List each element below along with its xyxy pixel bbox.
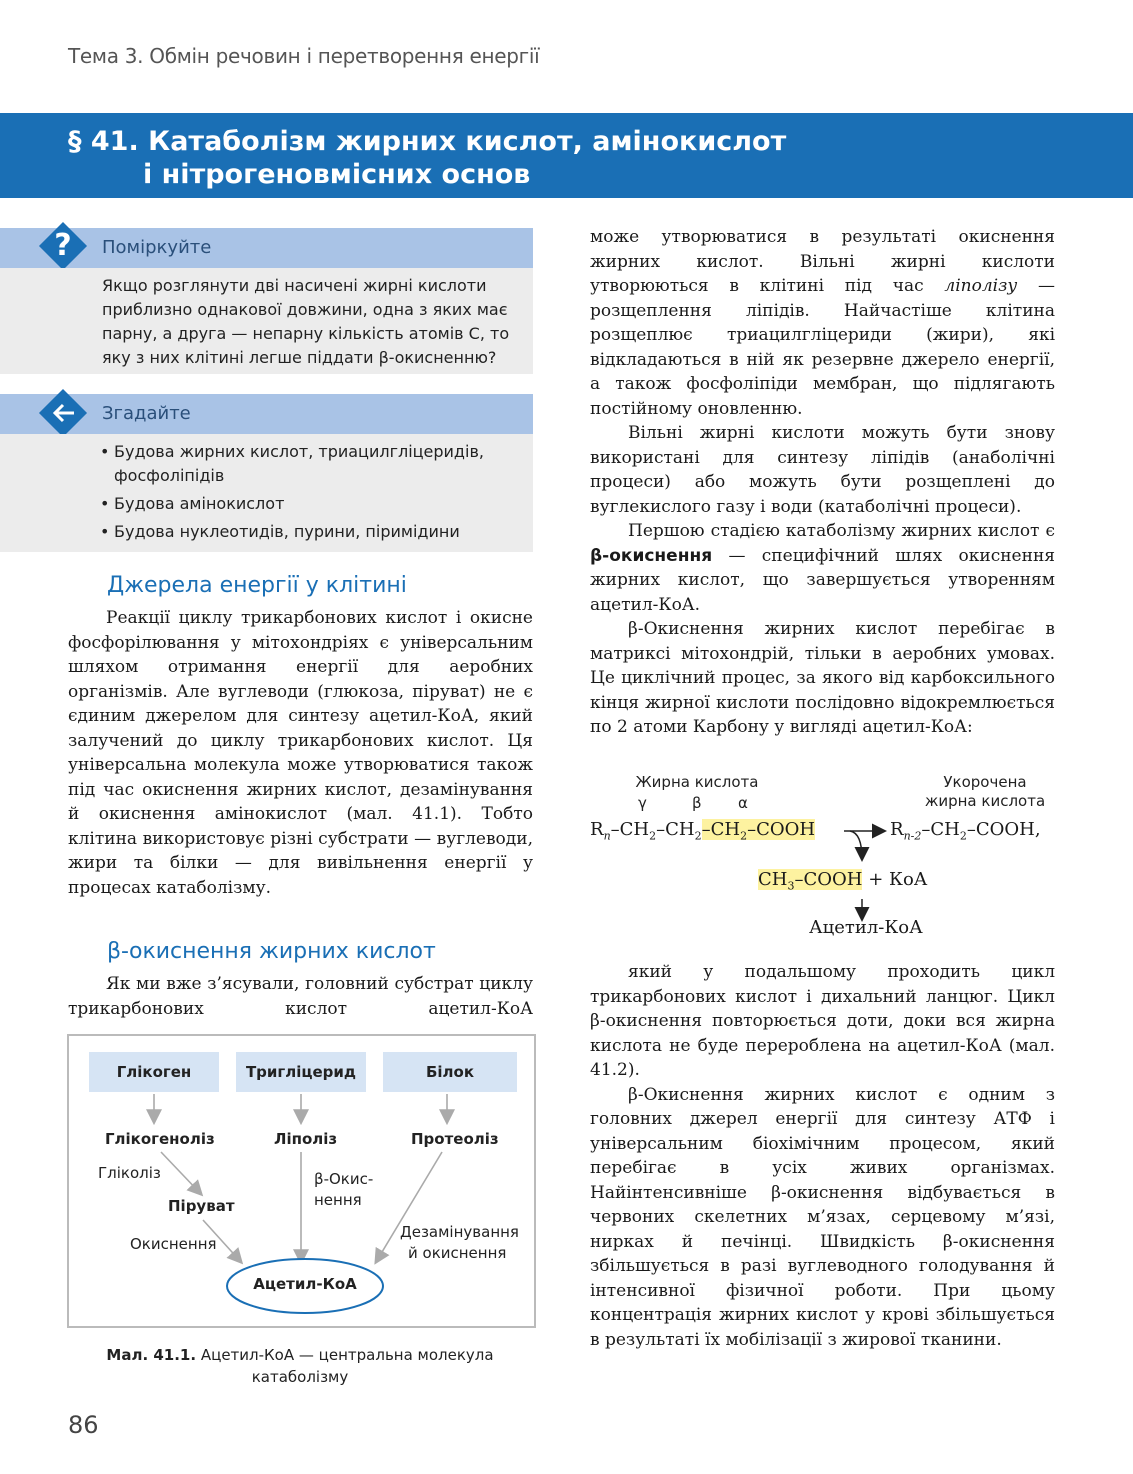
page-title-line1: § 41. Катаболізм жирних кислот, амінокислот xyxy=(68,126,787,157)
paragraph-energy-source: β-Окиснення жирних кислот є одним з головних джерел енергії для синтезу АТФ і універсальним біохімічним процесом, який перебігає в усіх живих організмах. Найінтенсивніше β-окиснення відбувається в червоних скелетних м’язах, серцевому м’язі, нирках й печінці. Швидкість β-окиснення збільшується в разі вуглеводного голодування й інтенсивної фізичної роботи. При цьому концентрація жирних кислот у крові збільшується в результаті їх мобілізації з жирової тканини. xyxy=(590,1084,1055,1350)
page-number: 86 xyxy=(68,1411,99,1439)
label-deamination-1: Дезамінування xyxy=(400,1223,519,1241)
label-beta-oxidation-1: β-Окис- xyxy=(314,1170,374,1188)
source-triglyceride: Тригліцерид xyxy=(236,1052,366,1092)
caption-text: Ацетил-КоА — центральна молекула катаболізму xyxy=(196,1346,494,1386)
highlight-acetyl: $CH_3$–COOH xyxy=(758,869,863,893)
process-lipolysis: Ліполіз xyxy=(274,1130,338,1148)
section-heading-energy-sources: Джерела енергії у клітині xyxy=(107,573,407,598)
scheme-gamma: γ xyxy=(638,794,647,812)
source-glycogen: Глікоген xyxy=(89,1052,219,1092)
list-item: • Будова амінокислот xyxy=(100,492,520,516)
formula-shortened-acid: $R_{n-2}-CH_2$–COOH, xyxy=(890,819,1041,843)
paragraph-text: Як ми вже з’ясували, головний субстрат циклу трикарбонових кислот ацетил-КоА xyxy=(68,974,533,1019)
list-item: • Будова жирних кислот, триацилгліцеридів, фосфоліпідів xyxy=(100,440,520,488)
process-proteolysis: Протеоліз xyxy=(411,1130,499,1148)
scheme-shortened-label-2: жирна кислота xyxy=(924,792,1046,810)
formula-fatty-acid: $R_n-CH_2-CH_2-CH_2$–COOH xyxy=(590,819,816,843)
label-oxidation: Окиснення xyxy=(130,1235,217,1253)
scheme-beta: β xyxy=(692,794,702,812)
paragraph-first-stage: Першою стадією катаболізму жирних кислот є β-окиснення — специфічний шлях окиснення жирних кислот, що завершується утворенням ацетил-КоА. xyxy=(590,521,1055,615)
topic-header: Тема 3. Обмін речовин і перетворення енергії xyxy=(68,44,540,68)
recall-list xyxy=(100,440,520,548)
formula-acetyl: $CH_3$–COOH + КоА xyxy=(758,869,928,893)
page-title-line2: і нітрогеновмісних основ xyxy=(143,159,531,190)
recall-box-heading: Згадайте xyxy=(102,403,191,424)
caption-label: Мал. 41.1. xyxy=(106,1346,197,1364)
formula-acetyl-coa: Ацетил-КоА xyxy=(809,917,923,938)
right-column-text-top xyxy=(590,225,1055,740)
question-mark-glyph: ? xyxy=(54,228,72,263)
think-box-text: Якщо розглянути дві насичені жирні кислоти приблизно однакової довжини, одна з яких має парну, а друга — непарну кількість атомів С, то яку з них клітині легше піддати β-окисненню? xyxy=(102,276,510,367)
figure-caption xyxy=(90,1344,510,1388)
paragraph-free-fatty-acids: Вільні жирні кислоти можуть бути знову використані для синтезу ліпідів (анаболічні процеси) або можуть бути розщеплені до вуглекислого газу і води (катаболічні процеси). xyxy=(590,423,1055,517)
paragraph-beta-oxidation-start xyxy=(68,972,533,1021)
paragraph-matrix: β-Окиснення жирних кислот перебігає в матриксі мітохондрій, тільки в аеробних умовах. Це циклічний процес, за якого від карбоксильного кінця жирної кислоти послідовно відокремлюється по 2 атоми Карбону у вигляді ацетил-КоА: xyxy=(590,619,1055,737)
figure-41-1 xyxy=(67,1034,536,1328)
highlight-alpha-carbon: $-CH_2$–COOH xyxy=(701,819,816,843)
list-item: • Будова нуклеотидів, пурини, піримідини xyxy=(100,520,520,544)
process-glycogenolysis: Глікогеноліз xyxy=(105,1130,215,1148)
arrow-left-glyph xyxy=(49,398,79,428)
label-pyruvate: Піруват xyxy=(168,1197,235,1215)
right-column-text-bottom xyxy=(590,960,1055,1352)
label-glycolysis: Гліколіз xyxy=(98,1164,161,1182)
section-heading-beta-oxidation: β-окиснення жирних кислот xyxy=(107,939,436,964)
paragraph-continued: може утворюватися в результаті окиснення жирних кислот. Вільні жирні кислоти утворюються в клітині під час ліполізу — розщеплення ліпідів. Найчастіше клітина розщеплює триацилгліцериди (жири), які відкладаються в ній як резервне джерело енергії, а також фосфоліпіди мембран, що підлягають постійному оновленню. xyxy=(590,227,1055,419)
think-box-heading: Поміркуйте xyxy=(102,237,212,258)
scheme-shortened-label-1: Укорочена xyxy=(943,773,1027,791)
paragraph-text: Реакції циклу трикарбонових кислот і окисне фосфорілювання у мітохондріях є універсальним шляхом отримання енергії для аеробних організмів. Але вуглеводи (глюкоза, піруват) не є єдиним джерелом для синтезу ацетил-КоА, який залучений до циклу трикарбонових кислот. Ця універсальна молекула може утворюватися також під час окиснення жирних кислот, дезамінування й окиснення амінокислот (мал. 41.1). Тобто клітина використовує різні субстрати — вуглеводи, жири та білки — для вивільнення енергії у процесах катаболізму. xyxy=(68,608,533,898)
title-band xyxy=(0,113,1133,198)
center-acetyl-coa: Ацетил-КоА xyxy=(253,1275,357,1293)
label-beta-oxidation-2: нення xyxy=(314,1191,362,1209)
scheme-fatty-acid-label: Жирна кислота xyxy=(635,773,759,791)
source-protein: Білок xyxy=(383,1052,517,1092)
paragraph-after-scheme: який у подальшому проходить цикл трикарбонових кислот і дихальний ланцюг. Цикл β-окиснення повторюється доти, доки вся жирна кислота не буде перероблена на ацетил-КоА (мал. 41.2). xyxy=(590,962,1055,1080)
scheme-alpha: α xyxy=(738,794,748,812)
paragraph-energy-sources xyxy=(68,606,533,900)
label-deamination-2: й окиснення xyxy=(408,1244,507,1262)
